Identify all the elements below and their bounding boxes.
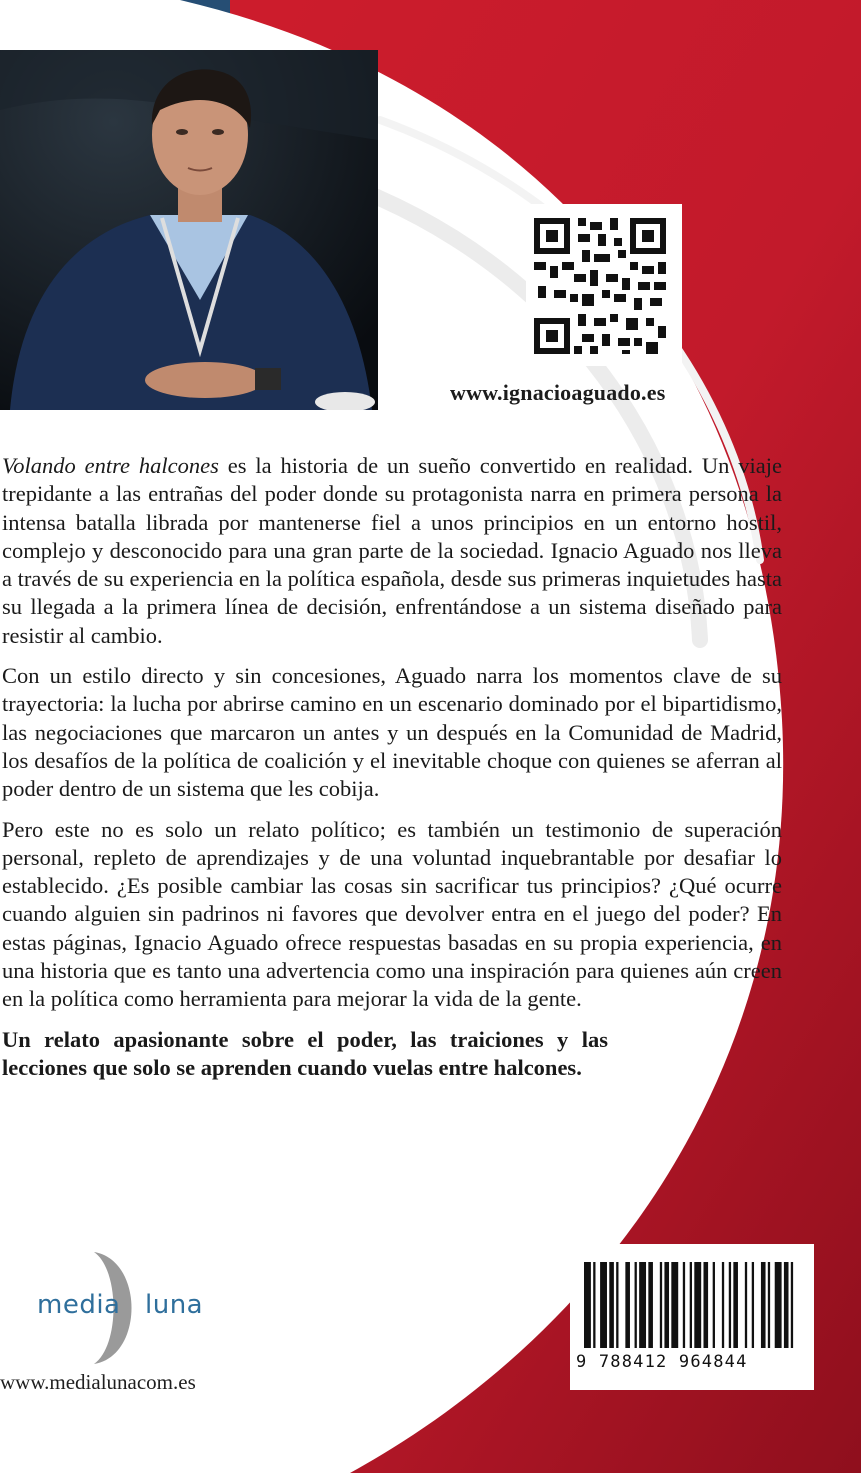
synopsis-paragraph-2: Con un estilo directo y sin concesiones, Aguado narra los momentos clave de su trayectoria: la lucha por abrirse camino en un escenario dominado por el bipartidismo, las negociaciones que marcaron un antes y un después en la Comunidad de Madrid, los desafíos de la política de coalición y el inevitable choque con quienes se aferran al poder dentro de un sistema que les cobija. — [2, 663, 782, 802]
synopsis-paragraph-1 — [2, 452, 782, 650]
barcode-bar — [713, 1262, 715, 1348]
publisher-website[interactable]: www.medialunacom.es — [0, 1370, 196, 1394]
author-photo — [0, 50, 378, 410]
barcode-bar — [593, 1262, 595, 1348]
synopsis-closing-line: Un relato apasionante sobre el poder, las traiciones y las lecciones que solo se aprenden cuando vuelas entre halcones. — [2, 1026, 608, 1080]
synopsis — [2, 452, 782, 1094]
barcode-bar — [690, 1262, 692, 1348]
barcode-bar — [635, 1262, 637, 1348]
barcode-bar — [694, 1262, 701, 1348]
barcode-bar — [625, 1262, 630, 1348]
barcode-bars — [584, 1262, 800, 1358]
publisher-logo-media: media — [37, 1290, 121, 1320]
barcode-bar — [660, 1262, 662, 1348]
barcode-bar — [683, 1262, 685, 1348]
publisher-logo-luna: luna — [145, 1290, 204, 1320]
qr-code — [526, 204, 682, 366]
barcode-bar — [616, 1262, 618, 1348]
barcode-bar — [761, 1262, 766, 1348]
barcode-bar — [729, 1262, 731, 1348]
isbn-barcode — [570, 1244, 814, 1390]
barcode-bar — [639, 1262, 646, 1348]
synopsis-paragraph-3: Pero este no es solo un relato político; es también un testimonio de superación personal, repleto de aprendizajes y de una voluntad inquebrantable por desafiar lo establecido. ¿Es posible cambiar las cosas sin sacrificar tus principios? ¿Qué ocurre cuando alguien sin padrinos ni favores que devolver entra en el juego del poder? En estas páginas, Ignacio Aguado ofrece respuestas basadas en su propia experiencia, en una historia que es tanto una advertencia como una inspiración para quienes aún creen en la política como herramienta para mejorar la vida de la gente. — [2, 816, 782, 1012]
barcode-bar — [752, 1262, 754, 1348]
barcode-bar — [791, 1262, 793, 1348]
barcode-bar — [600, 1262, 607, 1348]
isbn-number: 9 788412 964844 — [576, 1352, 748, 1372]
barcode-bar — [609, 1262, 614, 1348]
book-title: Volando entre halcones — [2, 453, 219, 478]
barcode-bar — [584, 1262, 591, 1348]
barcode-bar — [648, 1262, 653, 1348]
barcode-bar — [733, 1262, 738, 1348]
barcode-bar — [768, 1262, 770, 1348]
barcode-bar — [775, 1262, 782, 1348]
publisher-logo — [34, 1250, 214, 1366]
author-website[interactable]: www.ignacioaguado.es — [450, 380, 666, 405]
barcode-bar — [784, 1262, 789, 1348]
barcode-bar — [722, 1262, 724, 1348]
barcode-bar — [671, 1262, 678, 1348]
barcode-bar — [664, 1262, 669, 1348]
synopsis-paragraph-1-text: es la historia de un sueño convertido en realidad. Un viaje trepidante a las entrañas del poder donde su protagonista narra en primera persona la intensa batalla librada por mantenerse fiel a unos principios en un entorno hostil, complejo y desconocido para una gran parte de la sociedad. Ignacio Aguado nos lleva a través de su experiencia en la política española, desde sus primeras inquietudes hasta su llegada a la primera línea de decisión, enfrentándose a un sistema diseñado para resistir al cambio. — [2, 453, 782, 648]
barcode-bar — [745, 1262, 747, 1348]
barcode-bar — [703, 1262, 708, 1348]
